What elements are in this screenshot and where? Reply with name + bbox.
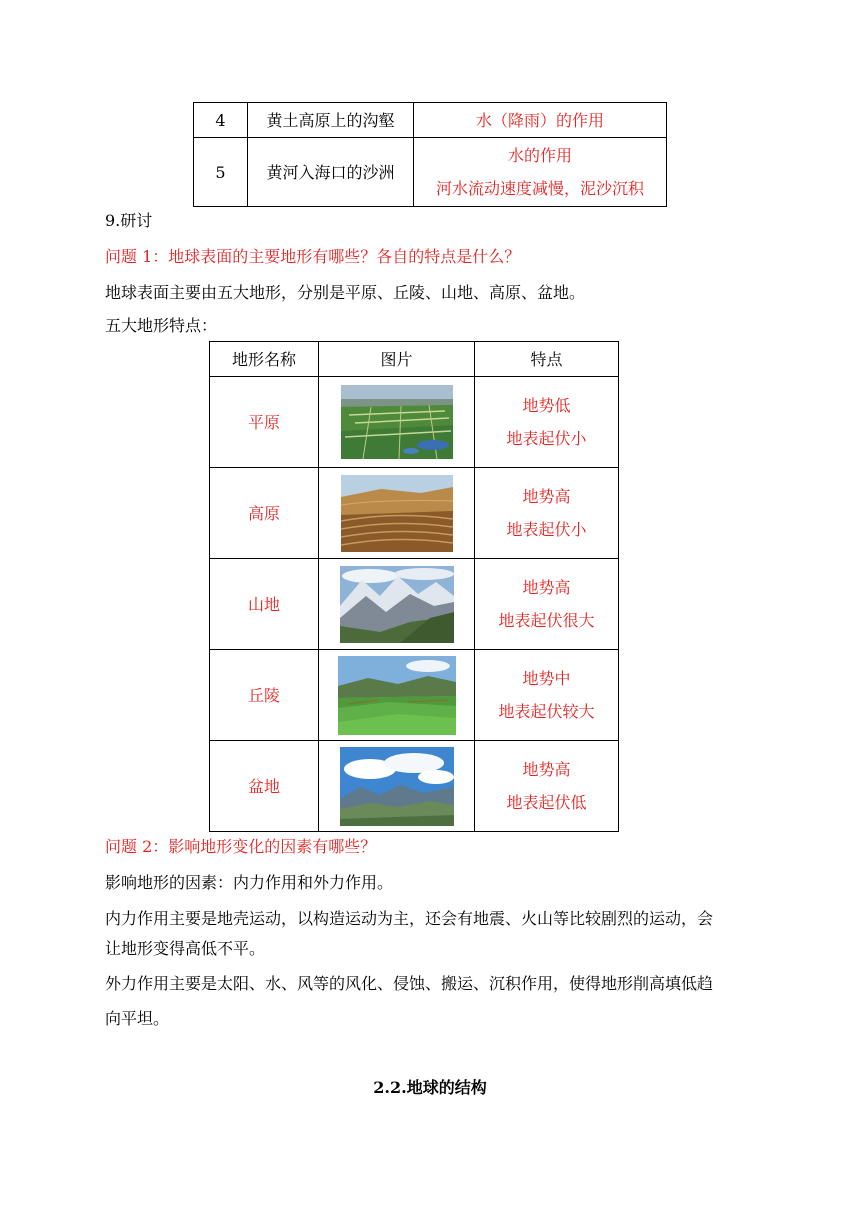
trait-line: 地表起伏小 [506, 429, 587, 448]
table-row [210, 741, 619, 832]
header-traits: 特点 [475, 342, 619, 377]
table-row [194, 103, 667, 138]
trait-line: 地表起伏很大 [498, 611, 595, 630]
landform-traits [475, 468, 619, 559]
landform-name: 山地 [210, 559, 319, 650]
table-row [210, 377, 619, 468]
trait-line: 地表起伏低 [506, 793, 587, 812]
trait-line: 地势高 [522, 578, 571, 597]
header-name: 地形名称 [210, 342, 319, 377]
plateau-photo [341, 475, 453, 552]
landform-name: 平原 [210, 377, 319, 468]
place-cell: 黄土高原上的沟壑 [248, 103, 414, 138]
cause-cell: 水（降雨）的作用 [414, 103, 667, 138]
landform-photo-cell [319, 559, 475, 650]
external-force-line-1: 外力作用主要是太阳、水、风等的风化、侵蚀、搬运、沉积作用，使得地形削高填低趋 [105, 974, 714, 993]
trait-line: 地势高 [522, 760, 571, 779]
landform-photo-cell [319, 650, 475, 741]
cause-line: 水的作用 [507, 146, 572, 165]
table-row [210, 559, 619, 650]
landform-name: 丘陵 [210, 650, 319, 741]
section-heading: 2.2.地球的结构 [373, 1078, 487, 1097]
trait-line: 地表起伏较大 [498, 702, 595, 721]
section-label: 9.研讨 [105, 211, 153, 230]
landform-photo-cell [319, 377, 475, 468]
trait-line: 地势低 [522, 396, 571, 415]
header-picture: 图片 [319, 342, 475, 377]
hills-photo [338, 656, 456, 735]
features-intro: 五大地形特点： [105, 316, 218, 335]
erosion-table [193, 102, 667, 207]
table-row [210, 468, 619, 559]
answer-1: 地球表面主要由五大地形，分别是平原、丘陵、山地、高原、盆地。 [105, 283, 586, 302]
mountain-photo [340, 566, 454, 643]
trait-line: 地表起伏小 [506, 520, 587, 539]
internal-force-line-2: 让地形变得高低不平。 [105, 939, 266, 958]
internal-force-line-1: 内力作用主要是地壳运动，以构造运动为主，还会有地震、火山等比较剧烈的运动，会 [105, 909, 714, 928]
row-number: 5 [194, 138, 248, 207]
cause-line: 河水流动速度减慢，泥沙沉积 [435, 179, 644, 198]
row-number: 4 [194, 103, 248, 138]
trait-line: 地势高 [522, 487, 571, 506]
question-2: 问题 2：影响地形变化的因素有哪些？ [105, 837, 377, 856]
landform-name: 高原 [210, 468, 319, 559]
landform-traits [475, 377, 619, 468]
question-1: 问题 1：地球表面的主要地形有哪些？各自的特点是什么？ [105, 247, 521, 266]
landform-traits [475, 741, 619, 832]
plain-photo [341, 385, 453, 459]
landform-traits [475, 650, 619, 741]
table-row [194, 138, 667, 207]
basin-photo [340, 747, 454, 826]
landform-traits [475, 559, 619, 650]
cause-cell [414, 138, 667, 207]
landform-name: 盆地 [210, 741, 319, 832]
trait-line: 地势中 [522, 669, 571, 688]
answer-2: 影响地形的因素：内力作用和外力作用。 [105, 873, 394, 892]
landform-photo-cell [319, 741, 475, 832]
landform-photo-cell [319, 468, 475, 559]
landform-table [209, 341, 619, 832]
place-cell: 黄河入海口的沙洲 [248, 138, 414, 207]
table-row [210, 650, 619, 741]
external-force-line-2: 向平坦。 [105, 1009, 170, 1028]
table-header-row [210, 342, 619, 377]
